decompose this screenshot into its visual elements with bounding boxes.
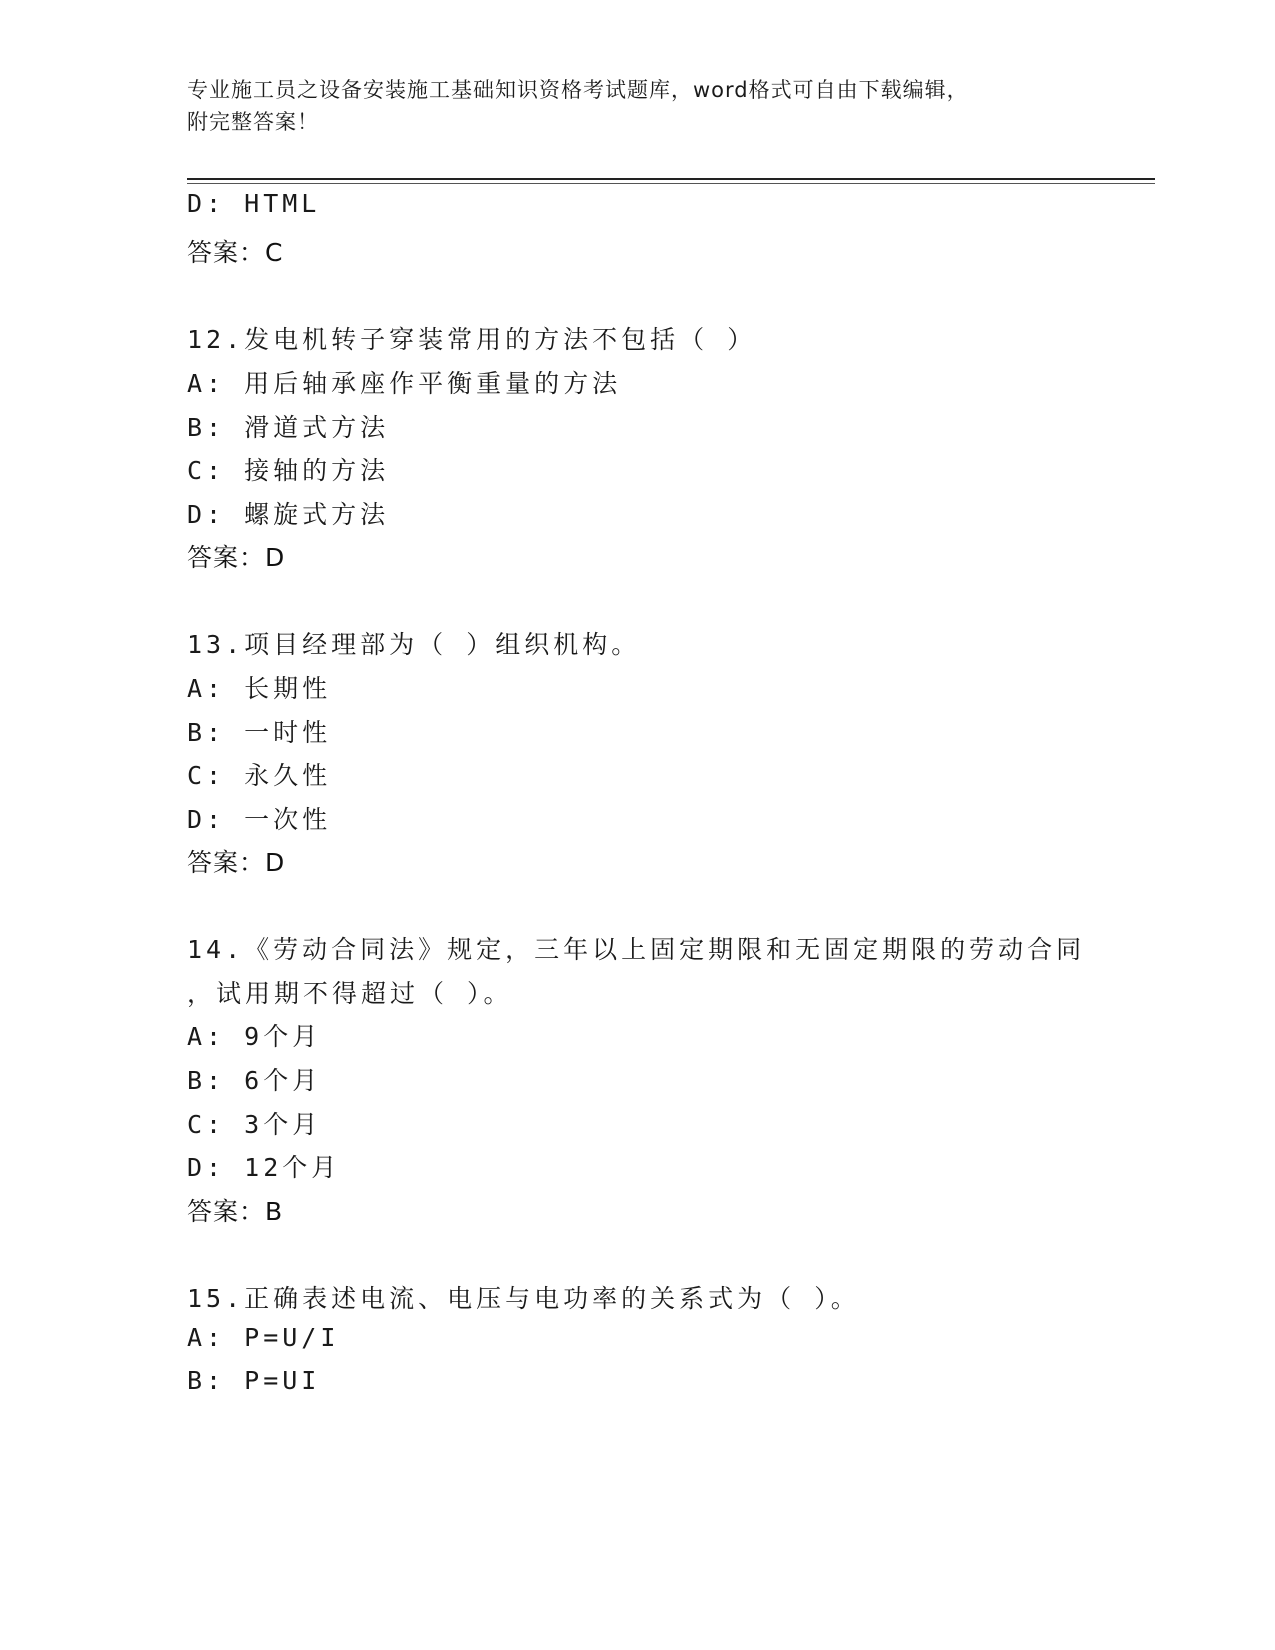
q11-answer: 答案：C: [187, 238, 284, 267]
q12-stem: 12.发电机转子穿装常用的方法不包括（ ）: [187, 325, 757, 354]
q14-option-b: B: 6个月: [187, 1066, 322, 1095]
q15-stem: 15.正确表述电流、电压与电功率的关系式为（ ）。: [187, 1284, 860, 1313]
q15-option-a: A: P=U/I: [187, 1323, 340, 1352]
q13-option-a: A: 长期性: [187, 674, 332, 703]
q13-option-b: B: 一时性: [187, 718, 332, 747]
q13-option-d: D: 一次性: [187, 805, 332, 834]
q14-answer: 答案：B: [187, 1197, 284, 1226]
q14-stem-line-2: ，试用期不得超过（ ）。: [187, 979, 513, 1008]
q14-option-c: C: 3个月: [187, 1110, 322, 1139]
q15-option-b: B: P=UI: [187, 1366, 321, 1395]
q14-stem-line-1: 14.《劳动合同法》规定，三年以上固定期限和无固定期限的劳动合同: [187, 935, 1086, 964]
q12-answer: 答案：D: [187, 543, 286, 572]
document-header: [187, 74, 1087, 138]
q14-option-d: D: 12个月: [187, 1153, 341, 1182]
q11-option-d: D: HTML: [187, 189, 321, 218]
header-divider-thin: [187, 183, 1155, 184]
q13-option-c: C: 永久性: [187, 761, 332, 790]
header-line-1: 专业施工员之设备安装施工基础知识资格考试题库，word格式可自由下载编辑，: [187, 78, 969, 102]
q13-answer: 答案：D: [187, 848, 286, 877]
q12-option-d: D: 螺旋式方法: [187, 500, 390, 529]
header-divider-thick: [187, 178, 1155, 180]
q12-option-b: B: 滑道式方法: [187, 413, 390, 442]
q12-option-a: A: 用后轴承座作平衡重量的方法: [187, 369, 622, 398]
header-line-2: 附完整答案！: [187, 110, 319, 134]
q13-stem: 13.项目经理部为（ ）组织机构。: [187, 630, 641, 659]
q12-option-c: C: 接轴的方法: [187, 456, 390, 485]
q14-option-a: A: 9个月: [187, 1022, 322, 1051]
